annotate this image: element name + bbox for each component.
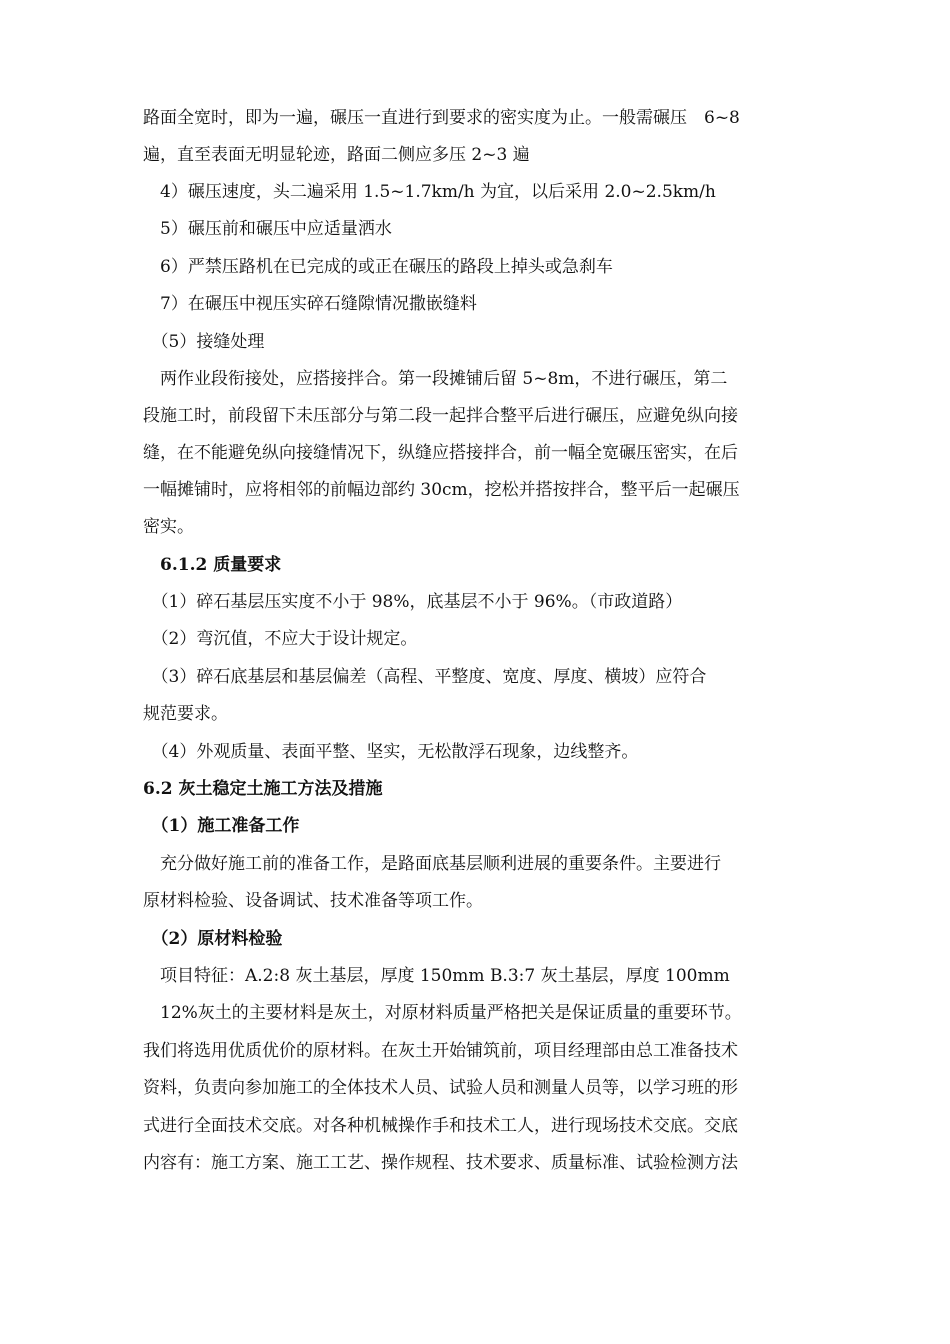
text-line: 6）严禁压路机在已完成的或正在碾压的路段上掉头或急刹车 [143,257,613,277]
subsection-heading: （1）施工准备工作 [143,816,300,836]
text-line: （4）外观质量、表面平整、坚实，无松散浮石现象，边线整齐。 [143,742,639,762]
text-line: 资料，负责向参加施工的全体技术人员、试验人员和测量人员等，以学习班的形 [143,1078,738,1098]
section-heading: 6.2 灰土稳定土施工方法及措施 [143,779,383,799]
subsection-heading: （5）接缝处理 [143,332,265,352]
text-line: 路面全宽时，即为一遍，碾压一直进行到要求的密实度为止。一般需碾压 6~8 [143,108,740,128]
text-line: 两作业段衔接处，应搭接拌合。第一段摊铺后留 5~8m，不进行碾压，第二 [143,369,728,389]
text-line: 5）碾压前和碾压中应适量洒水 [143,219,392,239]
text-line: 一幅摊铺时，应将相邻的前幅边部约 30cm，挖松并搭按拌合，整平后一起碾压 [143,480,740,500]
text-line: 遍，直至表面无明显轮迹，路面二侧应多压 2~3 遍 [143,145,530,165]
text-line: 段施工时，前段留下未压部分与第二段一起拌合整平后进行碾压，应避免纵向接 [143,406,738,426]
text-line: 式进行全面技术交底。对各种机械操作手和技术工人，进行现场技术交底。交底 [143,1116,738,1136]
text-line: 项目特征：A.2:8 灰土基层，厚度 150mm B.3:7 灰土基层，厚度 100mm [143,966,730,986]
text-line: （3）碎石底基层和基层偏差（高程、平整度、宽度、厚度、横坡）应符合 [143,667,707,687]
text-line: 规范要求。 [143,704,228,724]
text-line: 充分做好施工前的准备工作，是路面底基层顺利进展的重要条件。主要进行 [143,854,721,874]
text-line: 原材料检验、设备调试、技术准备等项工作。 [143,891,483,911]
text-line: 缝，在不能避免纵向接缝情况下，纵缝应搭接拌合，前一幅全宽碾压密实，在后 [143,443,738,463]
text-line: 4）碾压速度，头二遍采用 1.5~1.7km/h 为宜，以后采用 2.0~2.5km/h [143,182,716,202]
text-line: 7）在碾压中视压实碎石缝隙情况撒嵌缝料 [143,294,477,314]
text-line: 内容有：施工方案、施工工艺、操作规程、技术要求、质量标准、试验检测方法 [143,1153,738,1173]
text-line: 密实。 [143,517,194,537]
text-line: （1）碎石基层压实度不小于 98%，底基层不小于 96%。（市政道路） [143,592,683,612]
text-line: 我们将选用优质优价的原材料。在灰土开始铺筑前，项目经理部由总工准备技术 [143,1041,738,1061]
subsection-heading: （2）原材料检验 [143,929,283,949]
text-line: 12%灰土的主要材料是灰土，对原材料质量严格把关是保证质量的重要环节。 [143,1003,742,1023]
section-heading: 6.1.2 质量要求 [143,555,282,575]
text-line: （2）弯沉值，不应大于设计规定。 [143,629,418,649]
